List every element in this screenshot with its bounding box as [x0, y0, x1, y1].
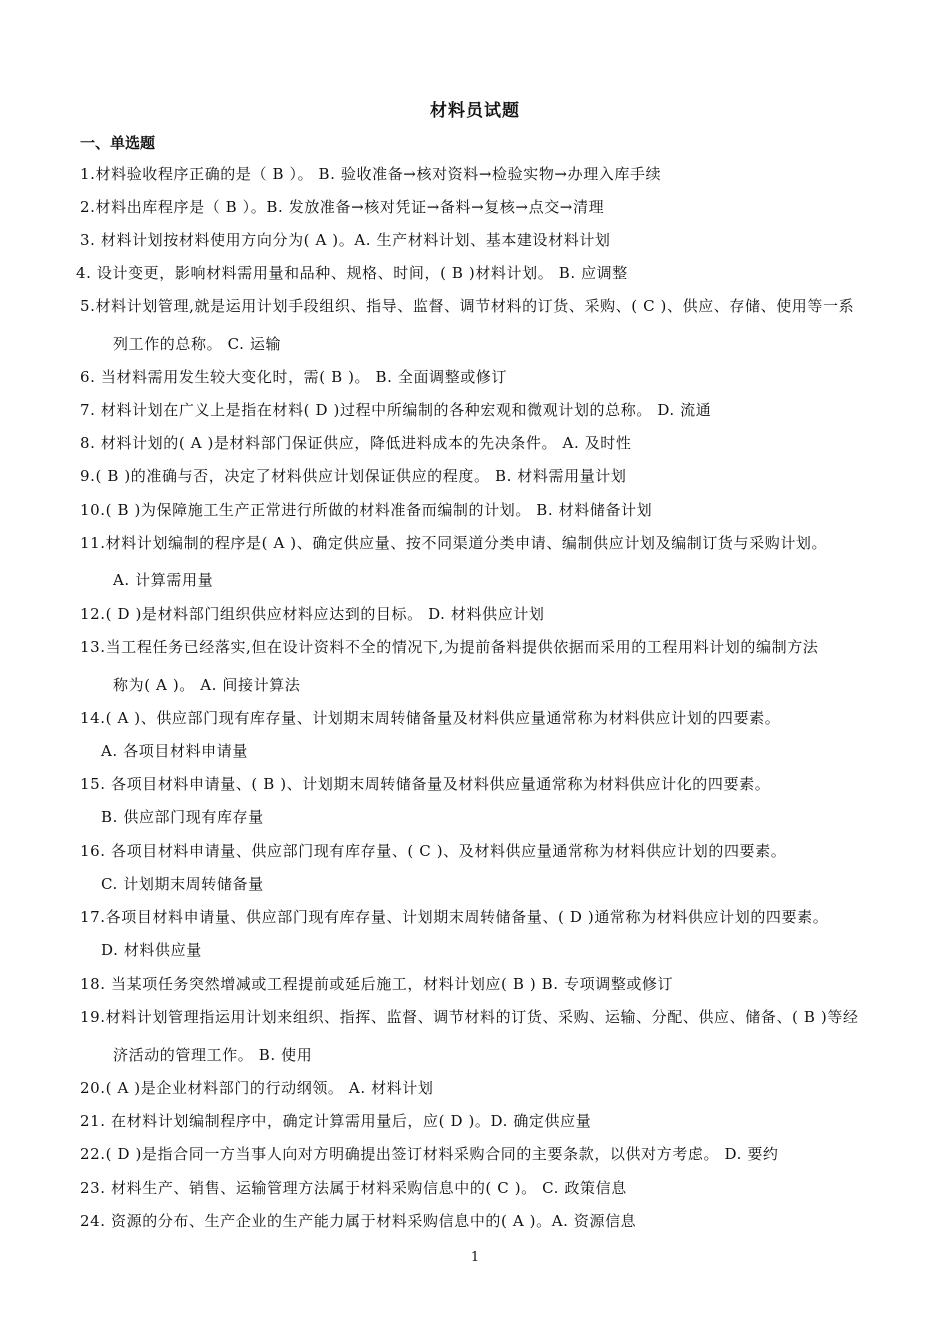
question-line: 18. 当某项任务突然增减或工程提前或延后施工，材料计划应( B ) B. 专项调整或修订 — [80, 975, 674, 993]
question-line: 20.( A )是企业材料部门的行动纲领。 A. 材料计划 — [80, 1079, 434, 1097]
question-line: 8. 材料计划的( A )是材料部门保证供应，降低进料成本的先决条件。 A. 及时性 — [80, 434, 632, 452]
question-line: 5.材料计划管理,就是运用计划手段组织、指导、监督、调节材料的订货、采购、( C )、供应、存储、使用等一系 — [80, 297, 855, 315]
answer-line: A. 计算需用量 — [113, 571, 214, 589]
question-line: 13.当工程任务已经落实,但在设计资料不全的情况下,为提前备料提供依据而采用的工程用料计划的编制方法 — [80, 638, 819, 656]
question-line: 1.材料验收程序正确的是（ B ）。 B. 验收准备→核对资料→检验实物→办理入库手续 — [80, 165, 662, 183]
question-line: 22.( D )是指合同一方当事人向对方明确提出签订材料采购合同的主要条款，以供对方考虑。 D. 要约 — [80, 1145, 779, 1163]
question-line: 10.( B )为保障施工生产正常进行所做的材料准备而编制的计划。 B. 材料储备计划 — [80, 501, 653, 519]
question-line: 14.( A )、供应部门现有库存量、计划期末周转储备量及材料供应量通常称为材料供应计划的四要素。 — [80, 709, 781, 727]
question-line: 23. 材料生产、销售、运输管理方法属于材料采购信息中的( C )。 C. 政策信息 — [80, 1179, 627, 1197]
question-line: 2.材料出库程序是（ B ）。B. 发放准备→核对凭证→备料→复核→点交→清理 — [80, 198, 605, 216]
question-line: 17.各项目材料申请量、供应部门现有库存量、计划期末周转储备量、( D )通常称为材料供应计划的四要素。 — [80, 908, 829, 926]
question-line: 11.材料计划编制的程序是( A )、确定供应量、按不同渠道分类申请、编制供应计划及编制订货与采购计划。 — [80, 534, 828, 552]
section-heading: 一、单选题 — [80, 134, 156, 152]
question-line: 15. 各项目材料申请量、( B )、计划期末周转储备量及材料供应量通常称为材料供应计化的四要素。 — [80, 775, 771, 793]
answer-line: D. 材料供应量 — [101, 941, 202, 959]
answer-line: C. 计划期末周转储备量 — [101, 875, 264, 893]
answer-line: A. 各项目材料申请量 — [101, 742, 248, 760]
question-line: 4. 设计变更，影响材料需用量和品种、规格、时间，( B )材料计划。 B. 应调整 — [76, 264, 628, 282]
question-line: 19.材料计划管理指运用计划来组织、指挥、监督、调节材料的订货、采购、运输、分配、供应、储备、( B )等经 — [80, 1008, 859, 1026]
page-number: 1 — [470, 1250, 480, 1265]
question-continuation: 列工作的总称。 C. 运输 — [113, 335, 282, 353]
question-line: 12.( D )是材料部门组织供应材料应达到的目标。 D. 材料供应计划 — [80, 605, 545, 623]
question-continuation: 称为( A )。 A. 间接计算法 — [113, 676, 301, 694]
question-line: 7. 材料计划在广义上是指在材料( D )过程中所编制的各种宏观和微观计划的总称。 D. 流通 — [80, 401, 712, 419]
question-line: 3. 材料计划按材料使用方向分为( A )。A. 生产材料计划、基本建设材料计划 — [80, 231, 611, 249]
question-line: 6. 当材料需用发生较大变化时，需( B )。 B. 全面调整或修订 — [80, 368, 508, 386]
answer-line: B. 供应部门现有库存量 — [101, 808, 264, 826]
question-continuation: 济活动的管理工作。 B. 使用 — [113, 1046, 313, 1064]
question-line: 24. 资源的分布、生产企业的生产能力属于材料采购信息中的( A )。A. 资源信息 — [80, 1212, 637, 1230]
question-line: 9.( B )的准确与否，决定了材料供应计划保证供应的程度。 B. 材料需用量计划 — [80, 467, 627, 485]
question-line: 21. 在材料计划编制程序中，确定计算需用量后，应( D )。D. 确定供应量 — [80, 1112, 592, 1130]
page-title: 材料员试题 — [430, 101, 520, 121]
question-line: 16. 各项目材料申请量、供应部门现有库存量、( C )、及材料供应量通常称为材料供应计划的四要素。 — [80, 842, 787, 860]
